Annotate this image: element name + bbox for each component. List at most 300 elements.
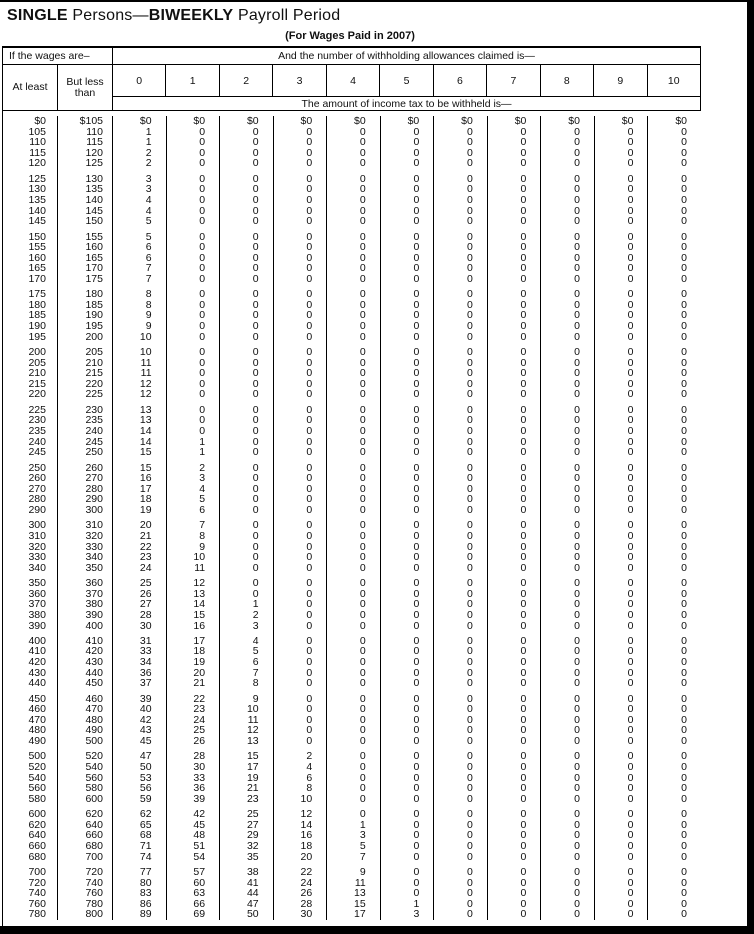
tax-amount-cell: 0 xyxy=(627,461,634,474)
tax-amount-cell: 0 xyxy=(306,540,313,553)
row-block xyxy=(541,116,594,169)
tax-amount-cell: 0 xyxy=(252,125,259,138)
tax-amount-cell: 0 xyxy=(627,377,634,390)
tax-amount-cell: 0 xyxy=(359,193,366,206)
row-block xyxy=(58,116,112,169)
row-block xyxy=(58,636,112,689)
tax-amount-cell: 0 xyxy=(359,645,366,658)
wage-but-less-cell: 350 xyxy=(85,561,103,574)
row-block xyxy=(541,867,594,920)
tax-amount-cell: 0 xyxy=(466,818,473,831)
tax-amount-cell: 3 xyxy=(199,472,206,485)
wage-but-less-cell: 500 xyxy=(85,735,103,748)
tax-amount-cell: 0 xyxy=(413,839,420,852)
tax-amount-cell: 25 xyxy=(193,724,206,737)
but-less-column xyxy=(58,116,113,920)
tax-amount-cell: 0 xyxy=(252,414,259,427)
tax-amount-cell: 8 xyxy=(306,782,313,795)
wage-but-less-cell: 135 xyxy=(85,183,103,196)
tax-amount-cell: 0 xyxy=(466,608,473,621)
tax-amount-cell: 0 xyxy=(681,677,688,690)
tax-amount-cell: 0 xyxy=(413,887,420,900)
tax-amount-cell: 0 xyxy=(466,692,473,705)
tax-amount-cell: 0 xyxy=(520,829,527,842)
tax-amount-cell: 0 xyxy=(520,472,527,485)
tax-amount-cell: 0 xyxy=(413,656,420,669)
tax-amount-cell: 0 xyxy=(306,320,313,333)
tax-amount-cell: 12 xyxy=(246,724,259,737)
wage-at-least-cell: 270 xyxy=(28,482,46,495)
tax-amount-cell: 35 xyxy=(246,850,259,863)
wage-but-less-cell: 210 xyxy=(85,356,103,369)
tax-amount-cell: 0 xyxy=(520,551,527,564)
at-least-column-header: At least xyxy=(3,65,58,110)
tax-amount-cell: 0 xyxy=(413,136,420,149)
tax-amount-cell: 0 xyxy=(520,204,527,217)
tax-amount-cell: 2 xyxy=(145,157,152,170)
tax-amount-cell: 0 xyxy=(306,356,313,369)
allowances-group-header: And the number of withholding allowances claimed is— xyxy=(278,50,535,62)
tax-amount-cell: 0 xyxy=(413,482,420,495)
tax-amount-cell: 21 xyxy=(193,677,206,690)
row-block xyxy=(327,520,380,573)
tax-amount-cell: 0 xyxy=(574,529,580,542)
tax-amount-cell: 0 xyxy=(574,598,580,611)
row-block xyxy=(327,463,380,516)
row-block xyxy=(167,809,220,862)
tax-amount-cell: 0 xyxy=(574,829,580,842)
tax-amount-cell: 0 xyxy=(413,461,420,474)
wage-but-less-cell: 490 xyxy=(85,724,103,737)
tax-amount-cell: 0 xyxy=(413,215,420,228)
tax-amount-cell: 0 xyxy=(359,519,366,532)
tax-amount-cell: 1 xyxy=(359,818,366,831)
tax-amount-cell: 0 xyxy=(466,298,473,311)
tax-amount-cell: 0 xyxy=(574,792,580,805)
tax-amount-cell: 24 xyxy=(300,876,313,889)
tax-amount-cell: 1 xyxy=(145,125,152,138)
tax-amount-cell: 0 xyxy=(681,172,688,185)
tax-amount-cell: 34 xyxy=(139,656,152,669)
tax-amount-cell: 0 xyxy=(574,136,580,149)
row-block xyxy=(595,232,648,285)
tax-amount-cell: 0 xyxy=(413,288,420,301)
tax-amount-cell: 0 xyxy=(681,493,688,506)
row-block xyxy=(488,751,541,804)
tax-amount-cell: 0 xyxy=(413,425,420,438)
tax-amount-cell: 0 xyxy=(520,876,527,889)
wage-at-least-cell: 115 xyxy=(29,146,46,159)
tax-amount-cell: 10 xyxy=(139,346,152,359)
tax-amount-cell: 0 xyxy=(306,435,313,448)
tax-amount-cell: 0 xyxy=(574,634,580,647)
tax-amount-cell: 0 xyxy=(574,388,580,401)
row-block xyxy=(113,694,166,747)
tax-amount-cell: 0 xyxy=(627,425,634,438)
tax-amount-cell: 0 xyxy=(627,193,634,206)
tax-amount-cell: 20 xyxy=(193,666,206,679)
tax-amount-cell: 0 xyxy=(252,157,259,170)
page-title-segment: Persons— xyxy=(67,7,149,24)
row-block xyxy=(488,578,541,631)
tax-amount-cell: 10 xyxy=(246,703,259,716)
row-block xyxy=(274,578,327,631)
row-block xyxy=(220,405,273,458)
tax-amount-cell: 0 xyxy=(520,529,527,542)
wage-at-least-cell: 640 xyxy=(28,829,46,842)
header-group-row xyxy=(3,48,700,65)
tax-amount-cell: 0 xyxy=(306,414,313,427)
row-block xyxy=(167,405,220,458)
tax-amount-cell: 0 xyxy=(199,262,206,275)
tax-amount-cell: 0 xyxy=(466,735,473,748)
tax-amount-cell: 16 xyxy=(300,829,313,842)
tax-amount-cell: 0 xyxy=(520,193,527,206)
row-block xyxy=(434,636,487,689)
tax-amount-cell: 0 xyxy=(574,272,580,285)
row-block xyxy=(648,520,701,573)
tax-amount-cell: 0 xyxy=(466,908,473,921)
row-block xyxy=(595,289,648,342)
allowance-col-header-7: 7 xyxy=(487,65,540,96)
tax-amount-cell: 0 xyxy=(627,388,634,401)
wage-at-least-cell: 160 xyxy=(28,251,46,264)
tax-amount-cell: 13 xyxy=(139,403,152,416)
tax-amount-cell: 23 xyxy=(193,703,206,716)
wage-but-less-cell: 175 xyxy=(85,272,103,285)
tax-amount-cell: 0 xyxy=(359,608,366,621)
tax-amount-cell: 0 xyxy=(681,414,688,427)
tax-amount-cell: 12 xyxy=(193,577,206,590)
allowance-col-header-0: 0 xyxy=(113,65,166,96)
tax-amount-cell: 0 xyxy=(627,645,634,658)
wage-but-less-cell: 190 xyxy=(85,309,103,322)
tax-amount-cell: 3 xyxy=(413,908,420,921)
wage-but-less-cell: 235 xyxy=(85,414,103,427)
tax-amount-cell: 0 xyxy=(627,782,634,795)
tax-amount-cell: 54 xyxy=(193,850,206,863)
tax-amount-cell: 0 xyxy=(413,403,420,416)
amount-withheld-label: The amount of income tax to be withheld is— xyxy=(301,97,512,110)
wage-but-less-cell: 560 xyxy=(85,771,103,784)
row-block xyxy=(113,520,166,573)
row-block xyxy=(434,694,487,747)
row-block xyxy=(113,809,166,862)
row-block xyxy=(113,867,166,920)
row-block xyxy=(167,347,220,400)
tax-amount-cell: 0 xyxy=(359,472,366,485)
tax-amount-cell: 0 xyxy=(520,435,527,448)
tax-amount-cell: 0 xyxy=(359,346,366,359)
wage-at-least-cell: 340 xyxy=(28,561,46,574)
wage-at-least-cell: 520 xyxy=(28,761,46,774)
wage-but-less-cell: 310 xyxy=(85,519,103,532)
tax-amount-cell: 0 xyxy=(627,577,634,590)
row-block xyxy=(327,405,380,458)
tax-amount-cell: 0 xyxy=(574,435,580,448)
tax-amount-cell: 0 xyxy=(574,320,580,333)
wage-but-less-cell: 340 xyxy=(85,551,103,564)
row-block xyxy=(595,347,648,400)
tax-amount-cell: 0 xyxy=(413,735,420,748)
tax-amount-cell: 0 xyxy=(681,346,688,359)
tax-amount-cell: 0 xyxy=(359,598,366,611)
tax-amount-cell: 0 xyxy=(359,367,366,380)
tax-amount-cell: 11 xyxy=(194,561,206,574)
allowance-column-10 xyxy=(648,116,701,920)
tax-amount-cell: 0 xyxy=(252,577,259,590)
tax-amount-cell: 13 xyxy=(193,587,206,600)
wage-but-less-cell: 195 xyxy=(85,320,103,333)
tax-amount-cell: 0 xyxy=(520,865,527,878)
tax-amount-cell: 9 xyxy=(252,692,259,705)
tax-amount-cell: 0 xyxy=(306,645,313,658)
tax-amount-cell: 0 xyxy=(306,425,313,438)
tax-amount-cell: 0 xyxy=(681,735,688,748)
tax-amount-cell: 23 xyxy=(246,792,259,805)
tax-amount-cell: 0 xyxy=(306,561,313,574)
row-block xyxy=(434,520,487,573)
wage-but-less-cell: 215 xyxy=(85,367,103,380)
tax-amount-cell: 18 xyxy=(193,645,206,658)
tax-amount-cell: 0 xyxy=(466,865,473,878)
row-block xyxy=(381,232,434,285)
wage-but-less-cell: 330 xyxy=(85,540,103,553)
tax-amount-cell: 0 xyxy=(574,346,580,359)
wage-but-less-cell: 320 xyxy=(85,529,103,542)
tax-amount-cell: 83 xyxy=(139,887,152,900)
tax-amount-cell: 5 xyxy=(199,493,206,506)
row-block xyxy=(434,174,487,227)
tax-amount-cell: 0 xyxy=(681,377,688,390)
tax-amount-cell: 42 xyxy=(139,713,152,726)
tax-amount-cell: 0 xyxy=(681,713,688,726)
tax-amount-cell: 0 xyxy=(574,288,580,301)
tax-amount-cell: 0 xyxy=(466,551,473,564)
tax-amount-cell: 0 xyxy=(574,577,580,590)
tax-amount-cell: 0 xyxy=(466,446,473,459)
tax-amount-cell: 2 xyxy=(252,608,259,621)
tax-amount-cell: 0 xyxy=(520,908,527,921)
row-block xyxy=(434,809,487,862)
tax-amount-cell: 0 xyxy=(359,414,366,427)
tax-amount-cell: 0 xyxy=(466,272,473,285)
tax-amount-cell: 25 xyxy=(246,808,259,821)
row-block xyxy=(648,578,701,631)
tax-amount-cell: 0 xyxy=(413,204,420,217)
row-block xyxy=(488,116,541,169)
tax-amount-cell: 0 xyxy=(681,897,688,910)
row-block xyxy=(220,289,273,342)
tax-amount-cell: 19 xyxy=(246,771,259,784)
tax-amount-cell: 0 xyxy=(520,771,527,784)
tax-amount-cell: 0 xyxy=(466,503,473,516)
tax-amount-cell: 0 xyxy=(520,230,527,243)
tax-amount-cell: 0 xyxy=(413,561,420,574)
tax-amount-cell: 0 xyxy=(466,703,473,716)
row-block xyxy=(488,405,541,458)
row-block xyxy=(58,867,112,920)
tax-amount-cell: 0 xyxy=(627,865,634,878)
tax-amount-cell: 0 xyxy=(359,403,366,416)
tax-amount-cell: 0 xyxy=(252,446,259,459)
tax-amount-cell: 0 xyxy=(359,551,366,564)
tax-amount-cell: 0 xyxy=(252,540,259,553)
tax-amount-cell: 0 xyxy=(681,503,688,516)
tax-amount-cell: 0 xyxy=(681,230,688,243)
tax-amount-cell: 0 xyxy=(413,551,420,564)
tax-amount-cell: 0 xyxy=(681,320,688,333)
tax-amount-cell: 0 xyxy=(574,519,580,532)
tax-amount-cell: 12 xyxy=(139,388,152,401)
tax-amount-cell: 0 xyxy=(574,561,580,574)
row-block xyxy=(541,578,594,631)
tax-amount-cell: 0 xyxy=(252,298,259,311)
tax-amount-cell: 0 xyxy=(359,761,366,774)
tax-amount-cell: 0 xyxy=(627,172,634,185)
tax-amount-cell: 11 xyxy=(247,713,259,726)
tax-amount-cell: 0 xyxy=(306,346,313,359)
row-block xyxy=(58,520,112,573)
row-block xyxy=(541,347,594,400)
tax-amount-cell: 0 xyxy=(413,634,420,647)
wage-at-least-cell: 225 xyxy=(28,403,46,416)
wage-at-least-cell: 105 xyxy=(28,125,46,138)
tax-amount-cell: 0 xyxy=(627,724,634,737)
tax-amount-cell: 0 xyxy=(359,482,366,495)
tax-amount-cell: 7 xyxy=(199,519,206,532)
withholding-table xyxy=(2,46,701,928)
tax-amount-cell: 0 xyxy=(574,692,580,705)
tax-amount-cell: 0 xyxy=(306,551,313,564)
tax-amount-cell: 0 xyxy=(520,367,527,380)
row-block xyxy=(274,232,327,285)
tax-amount-cell: 3 xyxy=(359,829,366,842)
tax-amount-cell: 30 xyxy=(193,761,206,774)
row-block xyxy=(58,694,112,747)
row-block xyxy=(327,174,380,227)
page-title-segment: SINGLE xyxy=(7,7,68,24)
tax-amount-cell: 29 xyxy=(246,829,259,842)
wage-but-less-cell: 450 xyxy=(85,677,103,690)
wage-at-least-cell: 580 xyxy=(28,792,46,805)
tax-amount-cell: 0 xyxy=(413,503,420,516)
wage-at-least-cell: 470 xyxy=(28,713,46,726)
tax-amount-cell: 0 xyxy=(520,645,527,658)
tax-amount-cell: 0 xyxy=(413,677,420,690)
tax-amount-cell: 0 xyxy=(574,330,580,343)
allowance-col-header-1: 1 xyxy=(166,65,219,96)
wage-at-least-cell: 410 xyxy=(28,645,46,658)
wage-but-less-cell: 680 xyxy=(85,839,103,852)
tax-amount-cell: 0 xyxy=(681,666,688,679)
tax-amount-cell: 0 xyxy=(466,750,473,763)
tax-amount-cell: 13 xyxy=(139,414,152,427)
row-block xyxy=(648,694,701,747)
row-block xyxy=(3,867,57,920)
tax-amount-cell: $0 xyxy=(139,115,152,127)
tax-amount-cell: 0 xyxy=(681,608,688,621)
tax-amount-cell: 0 xyxy=(359,735,366,748)
row-block xyxy=(113,405,166,458)
row-block xyxy=(3,694,57,747)
tax-amount-cell: 0 xyxy=(520,850,527,863)
tax-amount-cell: 0 xyxy=(252,262,259,275)
tax-amount-cell: 0 xyxy=(466,529,473,542)
wage-at-least-cell: 240 xyxy=(28,435,46,448)
tax-amount-cell: 0 xyxy=(574,251,580,264)
tax-amount-cell: 0 xyxy=(466,377,473,390)
tax-amount-cell: 17 xyxy=(246,761,259,774)
tax-amount-cell: 0 xyxy=(627,435,634,448)
tax-amount-cell: 0 xyxy=(681,703,688,716)
tax-amount-cell: 17 xyxy=(354,908,366,921)
tax-amount-cell: 0 xyxy=(627,298,634,311)
tax-amount-cell: 0 xyxy=(199,272,206,285)
tax-amount-cell: 0 xyxy=(520,346,527,359)
tax-amount-cell: 0 xyxy=(574,703,580,716)
row-block xyxy=(648,751,701,804)
tax-amount-cell: 0 xyxy=(466,713,473,726)
tax-amount-cell: 0 xyxy=(466,771,473,784)
row-block xyxy=(648,174,701,227)
wage-at-least-cell: 660 xyxy=(28,839,46,852)
tax-amount-cell: 0 xyxy=(252,288,259,301)
tax-amount-cell: 0 xyxy=(681,125,688,138)
tax-amount-cell: 0 xyxy=(520,540,527,553)
tax-amount-cell: 9 xyxy=(145,320,152,333)
tax-amount-cell: 17 xyxy=(193,634,206,647)
row-block xyxy=(113,232,166,285)
row-block xyxy=(434,578,487,631)
tax-amount-cell: 0 xyxy=(466,634,473,647)
tax-amount-cell: 0 xyxy=(306,724,313,737)
tax-amount-cell: 0 xyxy=(574,125,580,138)
tax-amount-cell: 0 xyxy=(466,482,473,495)
tax-amount-cell: 0 xyxy=(413,356,420,369)
row-block xyxy=(595,809,648,862)
row-block xyxy=(220,751,273,804)
tax-amount-cell: 0 xyxy=(627,703,634,716)
wage-at-least-cell: 155 xyxy=(28,241,46,254)
tax-amount-cell: 0 xyxy=(306,367,313,380)
tax-amount-cell: 24 xyxy=(193,713,206,726)
tax-amount-cell: 0 xyxy=(413,262,420,275)
wage-at-least-cell: 230 xyxy=(28,414,46,427)
row-block xyxy=(381,116,434,169)
row-block xyxy=(541,636,594,689)
tax-amount-cell: 0 xyxy=(681,839,688,852)
row-block xyxy=(648,809,701,862)
tax-amount-cell: 0 xyxy=(627,503,634,516)
tax-amount-cell: 0 xyxy=(306,251,313,264)
wage-at-least-cell: 620 xyxy=(28,818,46,831)
tax-amount-cell: 0 xyxy=(413,645,420,658)
row-block xyxy=(595,405,648,458)
tax-amount-cell: 0 xyxy=(252,551,259,564)
tax-amount-cell: 0 xyxy=(466,388,473,401)
tax-amount-cell: 0 xyxy=(520,330,527,343)
tax-amount-cell: 0 xyxy=(574,750,580,763)
tax-amount-cell: 0 xyxy=(574,677,580,690)
tax-amount-cell: 13 xyxy=(246,735,259,748)
tax-amount-cell: 0 xyxy=(681,330,688,343)
tax-amount-cell: 0 xyxy=(359,724,366,737)
tax-amount-cell: 0 xyxy=(413,414,420,427)
tax-amount-cell: 0 xyxy=(520,425,527,438)
tax-amount-cell: 0 xyxy=(466,309,473,322)
tax-amount-cell: 0 xyxy=(413,377,420,390)
